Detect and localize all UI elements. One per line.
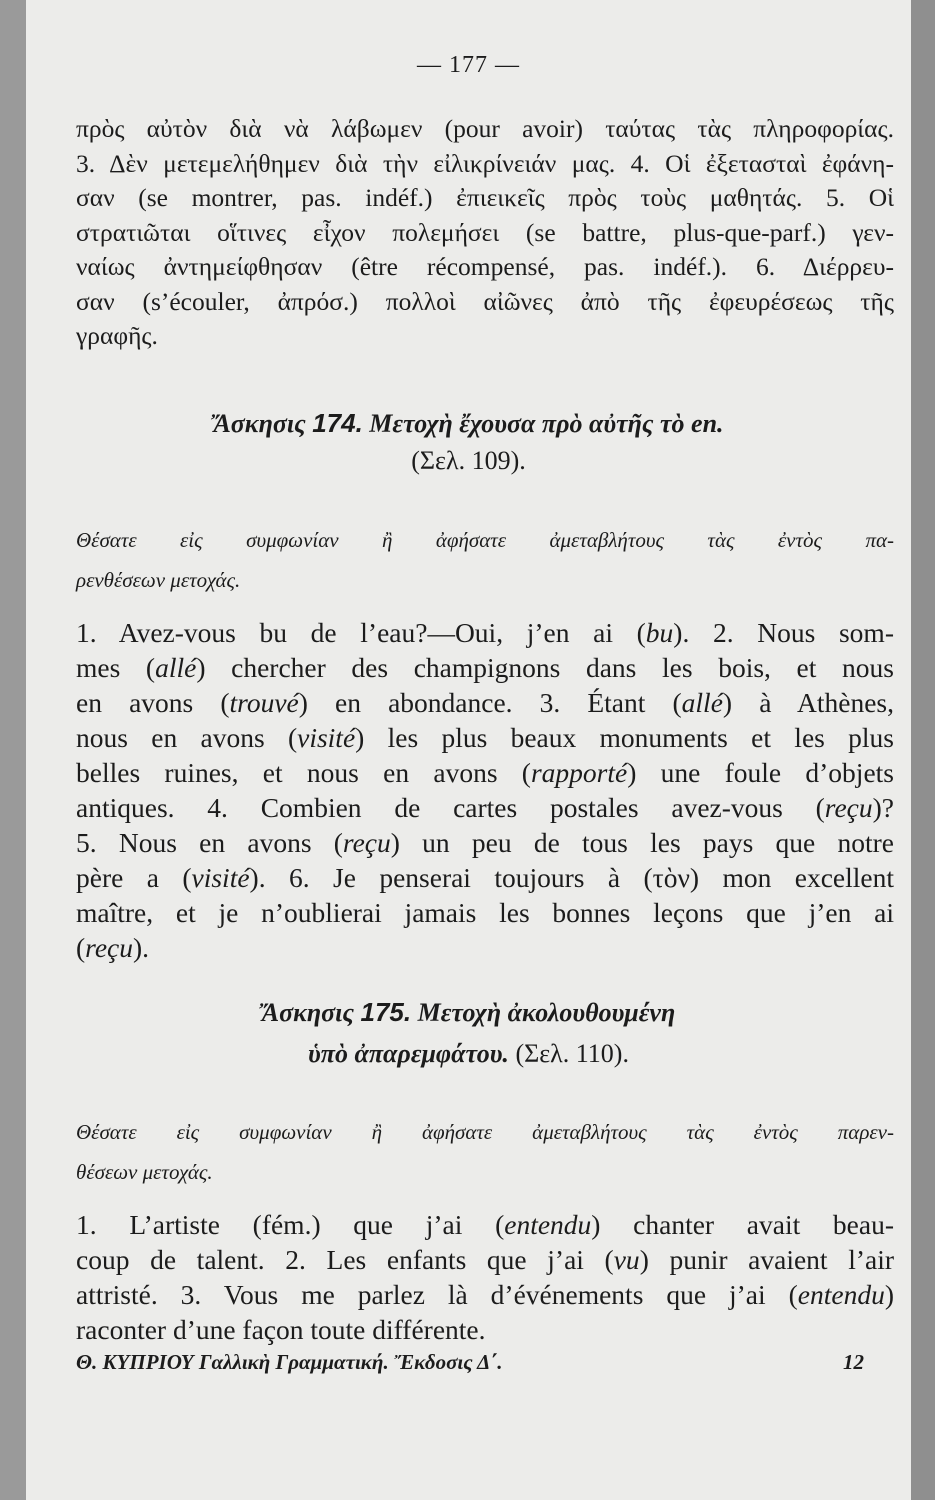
signature-mark: 12 (843, 1350, 864, 1374)
instruction-line: Θέσατε εἰς συμφωνίαν ἢ ἀφήσατε ἀμεταβλήτους τὰς ἐντὸς πα- (76, 528, 894, 552)
exercise-line: attristé. 3. Vous me parlez là d’événements que j’ai (entendu) (76, 1279, 894, 1310)
text-line: γραφῆς. (76, 321, 158, 350)
intro-paragraph (76, 112, 894, 354)
footer-text: Θ. ΚΥΠΡΙΟΥ Γαλλικὴ Γραμματική. Ἔκδοσις Δ΄. (76, 1350, 503, 1374)
text-line: σαν (s’écouler, ἀπρόσ.) πολλοὶ αἰῶνες ἀπὸ τῆς ἐφευρέσεως τῆς (76, 286, 894, 316)
exercise-title: ὑπὸ ἀπαρεμφάτου. (308, 1039, 509, 1068)
text-line: σαν (se montrer, pas. indéf.) ἐπιεικεῖς πρὸς τοὺς μαθητάς. 5. Οἱ (76, 183, 894, 212)
exercise-line: en avons (trouvé) en abondance. 3. Étant (allé) à Athènes, (76, 687, 894, 718)
exercise-line: 1. L’artiste (fém.) que j’ai (entendu) chanter avait beau- (76, 1209, 894, 1240)
exercise-line: nous en avons (visité) les plus beaux monuments et les plus (76, 722, 894, 753)
instruction-line: ρενθέσεων μετοχάς. (76, 568, 241, 592)
exercise-label: Ἄσκησις (213, 409, 306, 438)
exercise-line: coup de talent. 2. Les enfants que j’ai (vu) punir avaient l’air (76, 1244, 895, 1275)
text-line: στρατιῶται οἵτινες εἶχον πολεμήσει (se battre, plus-que-parf.) γεν- (76, 217, 894, 247)
exercise-line: mes (allé) chercher des champignons dans les bois, et nous (76, 652, 894, 683)
page-number: — 177 — (417, 52, 520, 78)
exercise-number: 175. (360, 997, 412, 1027)
exercise-175-heading (26, 994, 911, 1031)
book-page (26, 0, 911, 1500)
exercise-line: raconter d’une façon toute différente. (76, 1314, 486, 1345)
exercise-line: antiques. 4. Combien de cartes postales avez-vous (reçu)? (76, 792, 894, 823)
exercise-174-instruction (76, 520, 894, 600)
exercise-174-body (76, 615, 894, 965)
page-footer (76, 1350, 894, 1375)
exercise-174-reference: (Σελ. 109). (411, 446, 526, 475)
exercise-line: belles ruines, et nous en avons (rapporté) une foule d’objets (76, 757, 894, 788)
exercise-title: Μετοχὴ ἀκολουθουμένη (417, 998, 676, 1027)
exercise-line: (reçu). (76, 932, 150, 963)
text-line: 3. Δὲν μετεμελήθημεν διὰ τὴν εἰλικρίνειάν μας. 4. Οἱ ἐξετασταὶ ἐφάνη- (76, 148, 894, 178)
exercise-title: Μετοχὴ ἔχουσα πρὸ αὐτῆς τὸ en. (369, 409, 724, 438)
exercise-reference: (Σελ. 110). (515, 1039, 629, 1068)
exercise-line: maître, et je n’oublierai jamais les bonnes leçons que j’en ai (76, 897, 894, 928)
text-line: πρὸς αὐτὸν διὰ νὰ λάβωμεν (pour avoir) ταύτας τὰς πληροφορίας. (76, 114, 894, 143)
exercise-175-heading-line2 (26, 1036, 911, 1072)
exercise-line: 5. Nous en avons (reçu) un peu de tous les pays que notre (76, 827, 894, 858)
instruction-line: θέσεων μετοχάς. (76, 1160, 213, 1184)
exercise-175-body (76, 1207, 894, 1347)
instruction-line: Θέσατε εἰς συμφωνίαν ἢ ἀφήσατε ἀμεταβλήτους τὰς ἐντὸς παρεν- (76, 1120, 894, 1144)
exercise-line: 1. Avez-vous bu de l’eau?—Oui, j’en ai (bu). 2. Nous som- (76, 617, 894, 648)
exercise-174-heading (26, 405, 911, 442)
exercise-label: Ἄσκησις (261, 998, 354, 1027)
text-line: ναίως ἀντημείφθησαν (être récompensé, pas. indéf.). 6. Διέρρευ- (76, 252, 894, 281)
page-edge (911, 0, 935, 1500)
exercise-175-instruction (76, 1112, 894, 1192)
exercise-number: 174. (312, 408, 363, 438)
exercise-line: père a (visité). 6. Je penserai toujours à (τὸν) mon excellent (76, 862, 894, 893)
